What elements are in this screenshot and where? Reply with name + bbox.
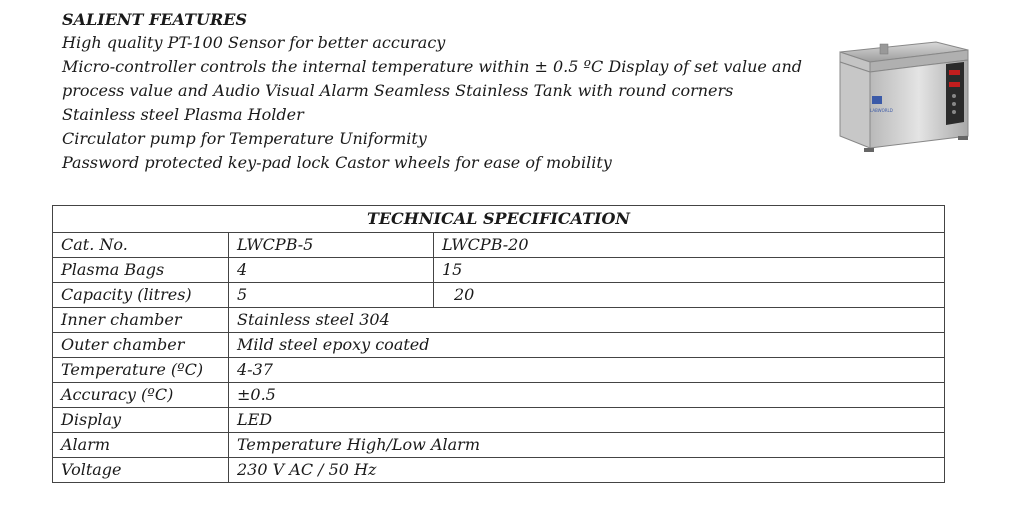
row-value: 230 V AC / 50 Hz: [229, 458, 945, 483]
row-label: Capacity (litres): [53, 283, 229, 308]
feature-line: Password protected key-pad lock Castor wheels for ease of mobility: [62, 153, 612, 172]
table-row: [53, 283, 945, 308]
table-row: [53, 458, 945, 483]
table-row: [53, 383, 945, 408]
row-label: Accuracy (ºC): [53, 383, 229, 408]
row-value: 4: [229, 258, 434, 283]
row-value: LED: [229, 408, 945, 433]
row-value: Stainless steel 304: [229, 308, 945, 333]
salient-features: [62, 8, 822, 175]
row-label: Plasma Bags: [53, 258, 229, 283]
table-row: [53, 258, 945, 283]
row-label: Temperature (ºC): [53, 358, 229, 383]
row-value: 20: [434, 283, 945, 308]
row-value: Temperature High/Low Alarm: [229, 433, 945, 458]
row-value: LWCPB-20: [434, 233, 945, 258]
row-value: Mild steel epoxy coated: [229, 333, 945, 358]
row-value: LWCPB-5: [229, 233, 434, 258]
table-row: [53, 308, 945, 333]
table-title-row: [53, 206, 945, 233]
features-heading: SALIENT FEATURES: [62, 10, 247, 29]
svg-text:LABWORLD: LABWORLD: [870, 108, 893, 113]
row-label: Voltage: [53, 458, 229, 483]
row-value: 5: [229, 283, 434, 308]
row-value: ±0.5: [229, 383, 945, 408]
row-label: Inner chamber: [53, 308, 229, 333]
technical-specification-table: [52, 205, 945, 483]
table-row: [53, 408, 945, 433]
table-row: [53, 333, 945, 358]
table-row: [53, 233, 945, 258]
feature-line: Micro-controller controls the internal temperature within ± 0.5 ºC Display of set value and: [62, 57, 803, 76]
feature-line: Circulator pump for Temperature Uniformity: [62, 129, 427, 148]
feature-line: High quality PT-100 Sensor for better accuracy: [62, 33, 446, 52]
table-title: TECHNICAL SPECIFICATION: [53, 206, 945, 233]
row-label: Alarm: [53, 433, 229, 458]
row-label: Cat. No.: [53, 233, 229, 258]
row-label: Outer chamber: [53, 333, 229, 358]
row-value: 4-37: [229, 358, 945, 383]
table-row: [53, 358, 945, 383]
feature-line: Stainless steel Plasma Holder: [62, 105, 304, 124]
row-label: Display: [53, 408, 229, 433]
feature-line: process value and Audio Visual Alarm Seamless Stainless Tank with round corners: [62, 81, 734, 100]
table-row: [53, 433, 945, 458]
water-bath-product-image: [818, 30, 988, 168]
row-value: 15: [434, 258, 945, 283]
